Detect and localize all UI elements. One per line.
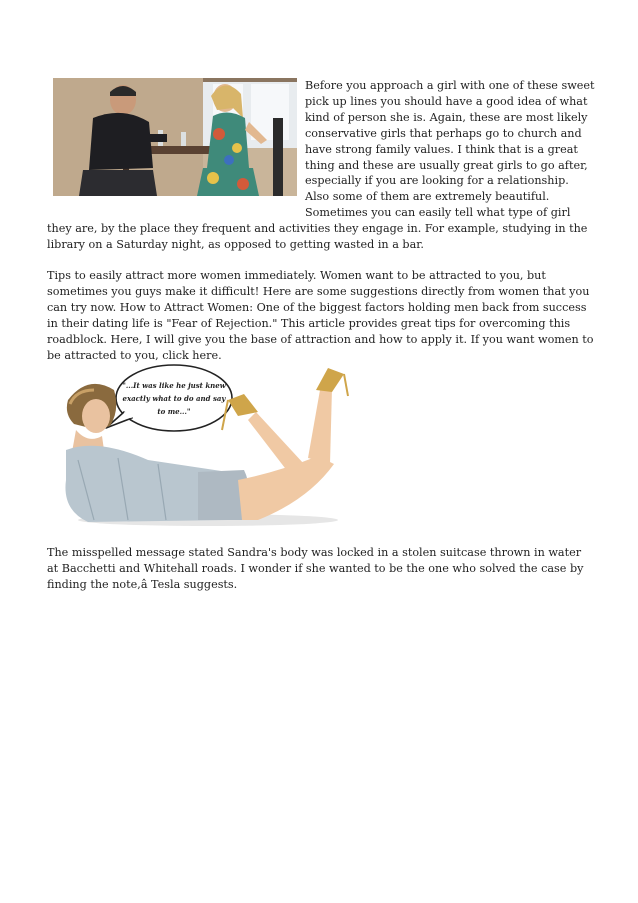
speech-bubble-line-3: to me..."	[157, 407, 191, 416]
intro-section	[47, 78, 595, 253]
woman-speech-bubble-illustration	[58, 360, 350, 528]
dating-couple-photo	[53, 78, 297, 196]
intro-paragraph: Before you approach a girl with one of these sweet pick up lines you should have a good idea of what kind of person she is. Again, these are most likely conservative girls that perhaps go to church and have strong family values. I think that is a great thing and these are usually great girls to go after, especially if you are looking for a relationship. Also some of them are extremely beautiful. Sometimes you can easily tell what type of girl they are, by the place they frequent and activities they engage in. For example, studying in the library on a Saturday night, as opposed to getting wasted in a bar.	[47, 79, 595, 252]
speech-bubble-line-1: "...It was like he just knew	[122, 381, 226, 390]
tips-paragraph: Tips to easily attract more women immediately. Women want to be attracted to you, but sometimes you guys make it difficult! Here are some suggestions directly from women that you can try now. How to Attract Women: One of the biggest factors holding men back from success in their dating life is "Fear of Rejection." This article provides great tips for overcoming this roadblock. Here, I will give you the base of attraction and how to apply it. If you want women to be attracted to you, click here.	[47, 269, 594, 362]
closing-paragraph: The misspelled message stated Sandra's body was locked in a stolen suitcase thrown in water at Bacchetti and Whitehall roads. I wonder if she wanted to be the one who solved the case by finding the note,â Tesla suggests.	[47, 546, 584, 591]
speech-bubble-line-2: exactly what to do and say	[122, 394, 226, 403]
